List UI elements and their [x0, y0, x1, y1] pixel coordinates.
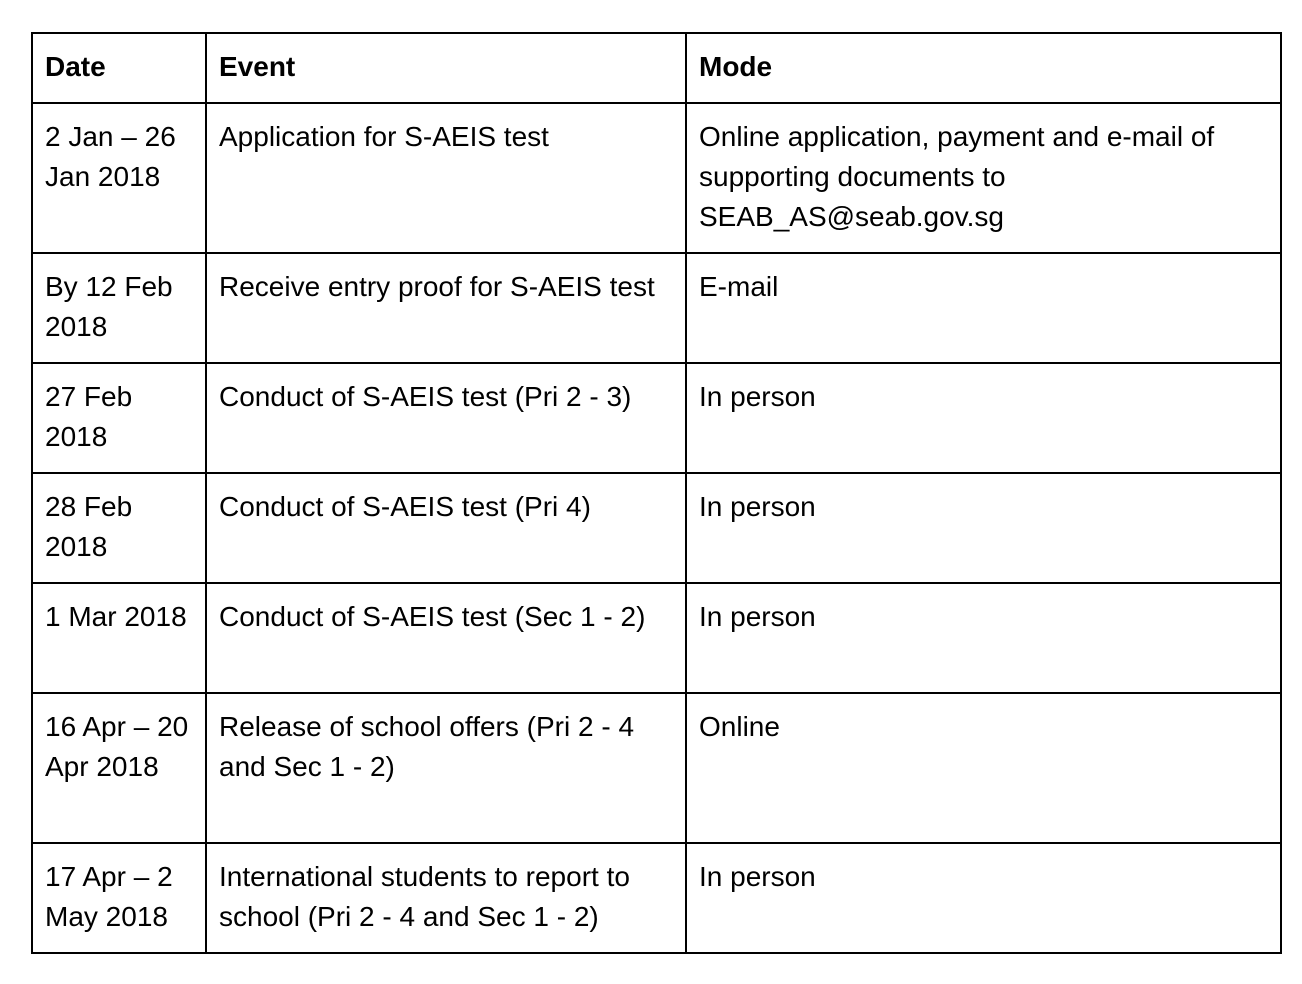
mode-cell: Online — [686, 693, 1281, 843]
event-cell: Conduct of S-AEIS test (Pri 2 - 3) — [206, 363, 686, 473]
event-cell: Release of school offers (Pri 2 - 4 and Sec 1 - 2) — [206, 693, 686, 843]
date-cell: 1 Mar 2018 — [32, 583, 206, 693]
event-cell: Receive entry proof for S-AEIS test — [206, 253, 686, 363]
table-row — [32, 253, 1281, 363]
mode-cell: In person — [686, 583, 1281, 693]
header-event: Event — [206, 33, 686, 103]
table-row — [32, 103, 1281, 253]
header-mode: Mode — [686, 33, 1281, 103]
schedule-table — [31, 32, 1282, 954]
date-cell: 16 Apr – 20 Apr 2018 — [32, 693, 206, 843]
date-cell: 27 Feb 2018 — [32, 363, 206, 473]
date-cell: 17 Apr – 2 May 2018 — [32, 843, 206, 953]
table-row — [32, 363, 1281, 473]
header-date: Date — [32, 33, 206, 103]
event-cell: Conduct of S-AEIS test (Sec 1 - 2) — [206, 583, 686, 693]
mode-cell: Online application, payment and e-mail of supporting documents to SEAB_AS@seab.gov.sg — [686, 103, 1281, 253]
mode-cell: In person — [686, 363, 1281, 473]
date-cell: 28 Feb 2018 — [32, 473, 206, 583]
event-cell: International students to report to school (Pri 2 - 4 and Sec 1 - 2) — [206, 843, 686, 953]
table-row — [32, 473, 1281, 583]
event-cell: Application for S-AEIS test — [206, 103, 686, 253]
mode-cell: In person — [686, 843, 1281, 953]
date-cell: By 12 Feb 2018 — [32, 253, 206, 363]
event-cell: Conduct of S-AEIS test (Pri 4) — [206, 473, 686, 583]
table-row — [32, 693, 1281, 843]
table-row — [32, 843, 1281, 953]
table-header-row — [32, 33, 1281, 103]
date-cell: 2 Jan – 26 Jan 2018 — [32, 103, 206, 253]
mode-cell: E-mail — [686, 253, 1281, 363]
mode-cell: In person — [686, 473, 1281, 583]
table-row — [32, 583, 1281, 693]
